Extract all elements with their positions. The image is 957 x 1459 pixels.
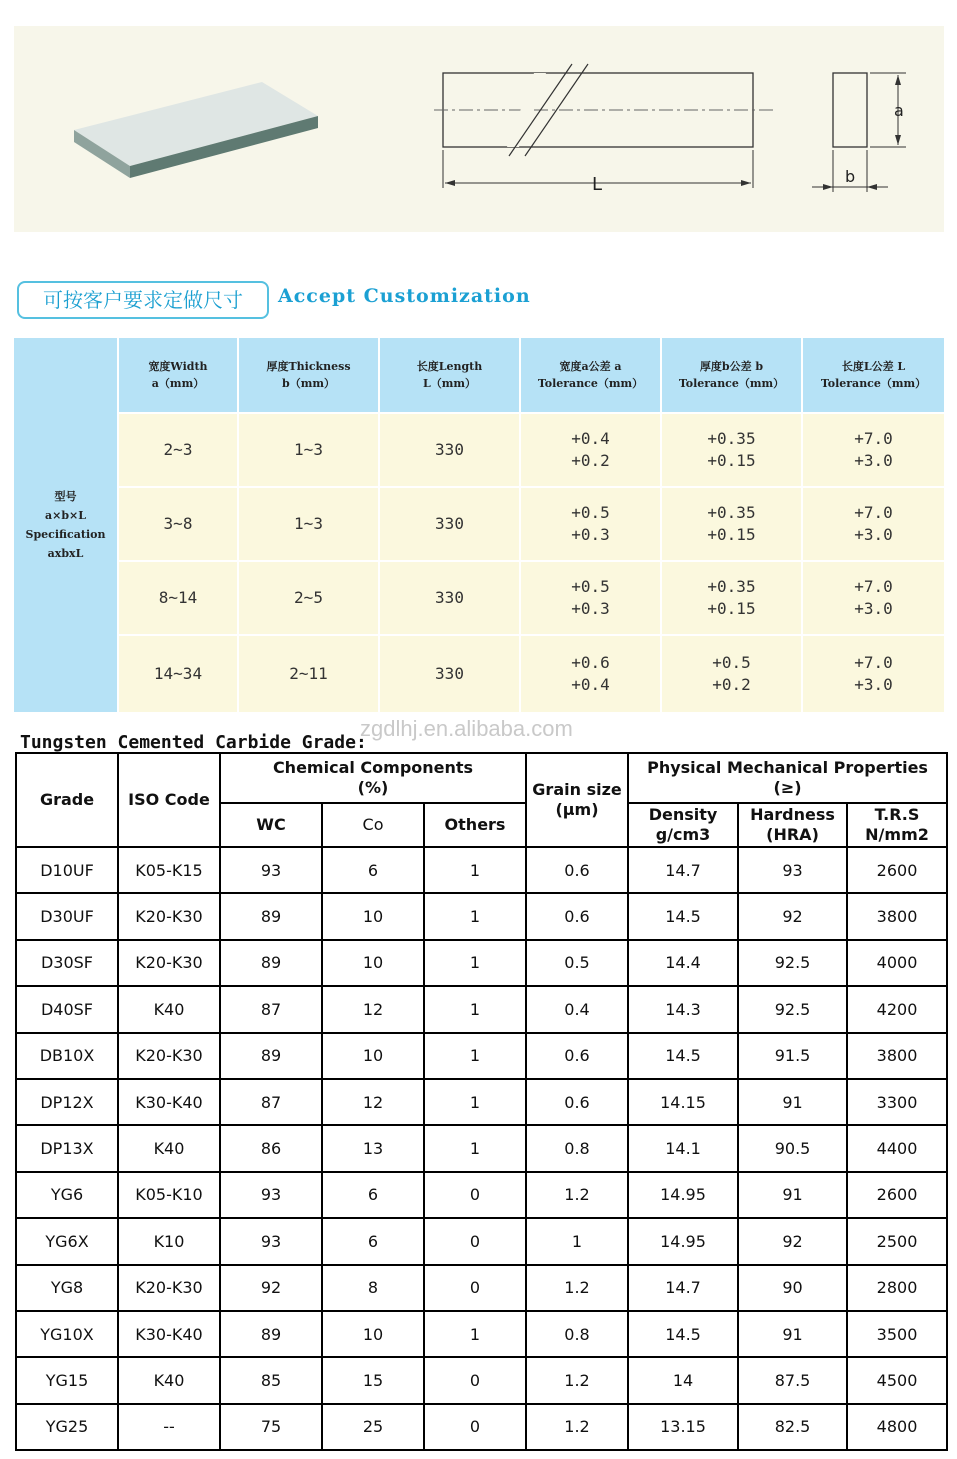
cell-trs: 4200	[847, 986, 947, 1032]
cell-trs: 2600	[847, 1172, 947, 1218]
cell-wc: 93	[220, 1172, 322, 1218]
cell-density: 14.5	[628, 893, 738, 939]
cell-iso-code: K10	[118, 1218, 220, 1264]
cell-density: 14.5	[628, 1311, 738, 1357]
cell-density: 14.7	[628, 1265, 738, 1311]
technical-drawing	[14, 26, 944, 232]
cell-hardness: 90	[738, 1265, 847, 1311]
cell-hardness: 91	[738, 1311, 847, 1357]
tol-upper: +0.35	[707, 577, 756, 596]
tol-upper: +7.0	[854, 653, 893, 672]
cell-iso-code: K05-K10	[118, 1172, 220, 1218]
spec-cell-width: 14~34	[119, 636, 237, 712]
table-row	[16, 1125, 947, 1171]
tol-upper: +0.5	[712, 653, 751, 672]
header-line: (≥)	[773, 778, 802, 797]
cell-density: 14	[628, 1357, 738, 1403]
cell-wc: 89	[220, 893, 322, 939]
cell-grain-size: 0.4	[526, 986, 628, 1032]
spec-header-length	[380, 338, 519, 412]
cell-wc: 92	[220, 1265, 322, 1311]
side-label-line: axbxL	[47, 547, 84, 560]
cell-grain-size: 1	[526, 1218, 628, 1264]
label-a: a	[894, 101, 904, 120]
cell-others: 0	[424, 1172, 526, 1218]
cell-wc: 87	[220, 986, 322, 1032]
cell-co: 12	[322, 1079, 424, 1125]
header-line: 宽度Width	[148, 360, 208, 373]
cell-iso-code: K20-K30	[118, 1033, 220, 1079]
spec-header-thickness	[239, 338, 378, 412]
cell-others: 0	[424, 1265, 526, 1311]
cell-hardness: 91	[738, 1079, 847, 1125]
side-label-line: a×b×L	[45, 509, 86, 522]
cell-grade: YG8	[16, 1265, 118, 1311]
table-row	[16, 1404, 947, 1450]
cell-hardness: 92	[738, 1218, 847, 1264]
cell-wc: 85	[220, 1357, 322, 1403]
spec-cell-tol-a	[521, 488, 660, 560]
header-line: (μm)	[555, 800, 599, 819]
cell-grain-size: 1.2	[526, 1172, 628, 1218]
cell-wc: 93	[220, 847, 322, 893]
header-line: (HRA)	[766, 825, 819, 844]
cell-co: 6	[322, 1218, 424, 1264]
cell-others: 1	[424, 1079, 526, 1125]
L-arrow-right	[741, 180, 751, 186]
cell-grade: YG6	[16, 1172, 118, 1218]
header-density	[628, 803, 738, 847]
tol-upper: +0.5	[571, 503, 610, 522]
spec-header-tol-l	[803, 338, 944, 412]
cell-co: 25	[322, 1404, 424, 1450]
cell-others: 1	[424, 940, 526, 986]
spec-cell-tol-a	[521, 562, 660, 634]
header-line: a（mm）	[151, 377, 205, 390]
cell-grade: D30SF	[16, 940, 118, 986]
tol-lower: +3.0	[854, 675, 893, 694]
grade-table-body	[16, 847, 947, 1450]
cell-grain-size: 0.6	[526, 847, 628, 893]
cell-density: 14.95	[628, 1218, 738, 1264]
a-arrow-top	[895, 75, 901, 85]
cell-co: 10	[322, 1311, 424, 1357]
tol-lower: +0.15	[707, 525, 756, 544]
header-line: Physical Mechanical Properties	[647, 758, 928, 777]
header-line: Grain size	[532, 780, 622, 799]
header-chemical-components	[220, 753, 526, 803]
spec-cell-thickness: 1~3	[239, 488, 378, 560]
cell-grade: D40SF	[16, 986, 118, 1032]
cell-others: 1	[424, 1033, 526, 1079]
spec-cell-tol-l	[803, 414, 944, 486]
header-grain-size	[526, 753, 628, 847]
spec-cell-thickness: 2~11	[239, 636, 378, 712]
spec-cell-tol-b	[662, 562, 801, 634]
tol-lower: +3.0	[854, 525, 893, 544]
cell-co: 6	[322, 1172, 424, 1218]
cell-co: 6	[322, 847, 424, 893]
cell-grade: YG25	[16, 1404, 118, 1450]
cell-grain-size: 1.2	[526, 1265, 628, 1311]
header-line: 厚度Thickness	[266, 360, 351, 373]
b-arrow-right	[867, 184, 877, 190]
cell-grain-size: 0.8	[526, 1125, 628, 1171]
tol-upper: +0.6	[571, 653, 610, 672]
cell-others: 0	[424, 1357, 526, 1403]
header-line: 长度Length	[416, 360, 483, 373]
spec-cell-tol-l	[803, 488, 944, 560]
product-drawing	[14, 26, 944, 232]
header-line: b（mm）	[282, 377, 335, 390]
header-grade: Grade	[16, 753, 118, 847]
cell-grade: DP13X	[16, 1125, 118, 1171]
header-line: Tolerance（mm）	[537, 377, 644, 390]
cell-iso-code: K30-K40	[118, 1079, 220, 1125]
label-b: b	[845, 167, 856, 186]
cell-co: 12	[322, 986, 424, 1032]
cell-density: 14.95	[628, 1172, 738, 1218]
spec-cell-length: 330	[380, 636, 519, 712]
cell-density: 13.15	[628, 1404, 738, 1450]
cell-co: 10	[322, 940, 424, 986]
spec-header-tol-a	[521, 338, 660, 412]
cell-wc: 89	[220, 940, 322, 986]
tol-upper: +0.35	[707, 503, 756, 522]
spec-cell-tol-b	[662, 414, 801, 486]
header-line: 长度L公差 L	[841, 360, 906, 373]
cell-grain-size: 0.8	[526, 1311, 628, 1357]
cell-iso-code: K40	[118, 1357, 220, 1403]
header-line: N/mm2	[865, 825, 929, 844]
b-arrow-left	[823, 184, 833, 190]
cell-iso-code: K30-K40	[118, 1311, 220, 1357]
tol-upper: +0.35	[707, 429, 756, 448]
header-line: Chemical Components	[272, 758, 474, 777]
tol-upper: +0.4	[571, 429, 610, 448]
tol-upper: +0.5	[571, 577, 610, 596]
cell-density: 14.3	[628, 986, 738, 1032]
cell-others: 0	[424, 1218, 526, 1264]
cell-others: 1	[424, 847, 526, 893]
header-iso-code: ISO Code	[118, 753, 220, 847]
cell-trs: 3800	[847, 893, 947, 939]
cell-hardness: 92	[738, 893, 847, 939]
cell-wc: 86	[220, 1125, 322, 1171]
cell-trs: 4400	[847, 1125, 947, 1171]
header-line: T.R.S	[874, 805, 920, 824]
tol-lower: +0.2	[571, 451, 610, 470]
cell-wc: 75	[220, 1404, 322, 1450]
cell-co: 10	[322, 1033, 424, 1079]
spec-cell-width: 2~3	[119, 414, 237, 486]
cell-iso-code: K20-K30	[118, 893, 220, 939]
spec-cell-tol-a	[521, 636, 660, 712]
spec-cell-length: 330	[380, 414, 519, 486]
grade-table	[15, 752, 948, 1451]
cell-grade: YG6X	[16, 1218, 118, 1264]
spec-cell-length: 330	[380, 488, 519, 560]
spec-cell-length: 330	[380, 562, 519, 634]
cell-co: 10	[322, 893, 424, 939]
cell-density: 14.7	[628, 847, 738, 893]
cell-trs: 2500	[847, 1218, 947, 1264]
cell-grade: DB10X	[16, 1033, 118, 1079]
cell-density: 14.15	[628, 1079, 738, 1125]
tol-lower: +0.3	[571, 599, 610, 618]
cell-trs: 3300	[847, 1079, 947, 1125]
spec-cell-tol-l	[803, 562, 944, 634]
tol-lower: +0.15	[707, 451, 756, 470]
table-row	[16, 847, 947, 893]
cell-hardness: 91.5	[738, 1033, 847, 1079]
header-line: Tolerance（mm）	[820, 377, 927, 390]
cell-others: 1	[424, 893, 526, 939]
a-arrow-bottom	[895, 135, 901, 145]
cell-hardness: 93	[738, 847, 847, 893]
cell-trs: 2800	[847, 1265, 947, 1311]
cell-iso-code: K40	[118, 986, 220, 1032]
cell-others: 1	[424, 1311, 526, 1357]
spec-cell-thickness: 2~5	[239, 562, 378, 634]
tol-lower: +0.4	[571, 675, 610, 694]
cell-hardness: 90.5	[738, 1125, 847, 1171]
table-row	[16, 1265, 947, 1311]
spec-header-width	[119, 338, 237, 412]
bar-end-view	[833, 73, 867, 147]
cell-grade: D30UF	[16, 893, 118, 939]
spec-cell-width: 8~14	[119, 562, 237, 634]
header-line: 厚度b公差 b	[699, 360, 764, 373]
header-line: L（mm）	[422, 377, 476, 390]
cell-wc: 93	[220, 1218, 322, 1264]
header-co: Co	[322, 803, 424, 847]
tol-upper: +7.0	[854, 503, 893, 522]
cell-hardness: 91	[738, 1172, 847, 1218]
cell-hardness: 92.5	[738, 986, 847, 1032]
cell-co: 13	[322, 1125, 424, 1171]
spec-cell-tol-l	[803, 636, 944, 712]
spec-cell-tol-a	[521, 414, 660, 486]
spec-cell-tol-b	[662, 636, 801, 712]
table-row	[16, 940, 947, 986]
tol-upper: +7.0	[854, 429, 893, 448]
header-others: Others	[424, 803, 526, 847]
tol-lower: +0.3	[571, 525, 610, 544]
cell-grain-size: 0.6	[526, 893, 628, 939]
header-trs	[847, 803, 947, 847]
label-L: L	[592, 174, 603, 195]
header-line: Tolerance（mm）	[678, 377, 785, 390]
spec-cell-thickness: 1~3	[239, 414, 378, 486]
cell-iso-code: K20-K30	[118, 1265, 220, 1311]
table-row	[16, 1172, 947, 1218]
cell-density: 14.5	[628, 1033, 738, 1079]
grade-section-title: Tungsten Cemented Carbide Grade:	[20, 732, 367, 753]
cell-others: 1	[424, 986, 526, 1032]
cell-grain-size: 0.5	[526, 940, 628, 986]
cell-grain-size: 1.2	[526, 1357, 628, 1403]
cell-hardness: 82.5	[738, 1404, 847, 1450]
cell-trs: 3800	[847, 1033, 947, 1079]
cell-hardness: 87.5	[738, 1357, 847, 1403]
spec-cell-tol-b	[662, 488, 801, 560]
cell-grade: D10UF	[16, 847, 118, 893]
tol-lower: +3.0	[854, 451, 893, 470]
cell-grain-size: 0.6	[526, 1079, 628, 1125]
customization-badge-cn: 可按客户要求定做尺寸	[17, 281, 269, 319]
cell-hardness: 92.5	[738, 940, 847, 986]
table-row	[16, 1311, 947, 1357]
cell-iso-code: K20-K30	[118, 940, 220, 986]
header-wc: WC	[220, 803, 322, 847]
cell-iso-code: K05-K15	[118, 847, 220, 893]
tol-lower: +0.15	[707, 599, 756, 618]
cell-trs: 4000	[847, 940, 947, 986]
spec-header-tol-b	[662, 338, 801, 412]
cell-co: 15	[322, 1357, 424, 1403]
cell-density: 14.1	[628, 1125, 738, 1171]
cell-wc: 89	[220, 1033, 322, 1079]
spec-cell-width: 3~8	[119, 488, 237, 560]
header-line: Density	[648, 805, 718, 824]
header-line: Hardness	[750, 805, 835, 824]
cell-trs: 3500	[847, 1311, 947, 1357]
header-line: 宽度a公差 a	[559, 360, 622, 373]
header-hardness	[738, 803, 847, 847]
cell-grain-size: 0.6	[526, 1033, 628, 1079]
cell-others: 0	[424, 1404, 526, 1450]
table-row	[16, 1033, 947, 1079]
cell-co: 8	[322, 1265, 424, 1311]
cell-grain-size: 1.2	[526, 1404, 628, 1450]
customization-title-en: Accept Customization	[278, 285, 531, 307]
side-label-line: Specification	[25, 528, 106, 541]
L-arrow-left	[445, 180, 455, 186]
cell-trs: 2600	[847, 847, 947, 893]
cell-iso-code: K40	[118, 1125, 220, 1171]
table-row	[16, 986, 947, 1032]
cell-wc: 87	[220, 1079, 322, 1125]
tol-upper: +7.0	[854, 577, 893, 596]
tol-lower: +0.2	[712, 675, 751, 694]
cell-trs: 4500	[847, 1357, 947, 1403]
table-row	[16, 893, 947, 939]
cell-grade: YG10X	[16, 1311, 118, 1357]
table-row	[16, 1218, 947, 1264]
header-physical-properties	[628, 753, 947, 803]
watermark: zgdlhj.en.alibaba.com	[360, 716, 573, 741]
header-line: (%)	[357, 778, 389, 797]
cell-grade: YG15	[16, 1357, 118, 1403]
spec-table	[14, 338, 944, 712]
tol-lower: +3.0	[854, 599, 893, 618]
table-row	[16, 1079, 947, 1125]
cell-iso-code: --	[118, 1404, 220, 1450]
cell-wc: 89	[220, 1311, 322, 1357]
table-row	[16, 1357, 947, 1403]
cell-others: 1	[424, 1125, 526, 1171]
spec-side-label	[14, 338, 117, 712]
header-line: g/cm3	[655, 825, 711, 844]
cell-grade: DP12X	[16, 1079, 118, 1125]
cell-trs: 4800	[847, 1404, 947, 1450]
side-label-line: 型号	[54, 490, 77, 503]
cell-density: 14.4	[628, 940, 738, 986]
